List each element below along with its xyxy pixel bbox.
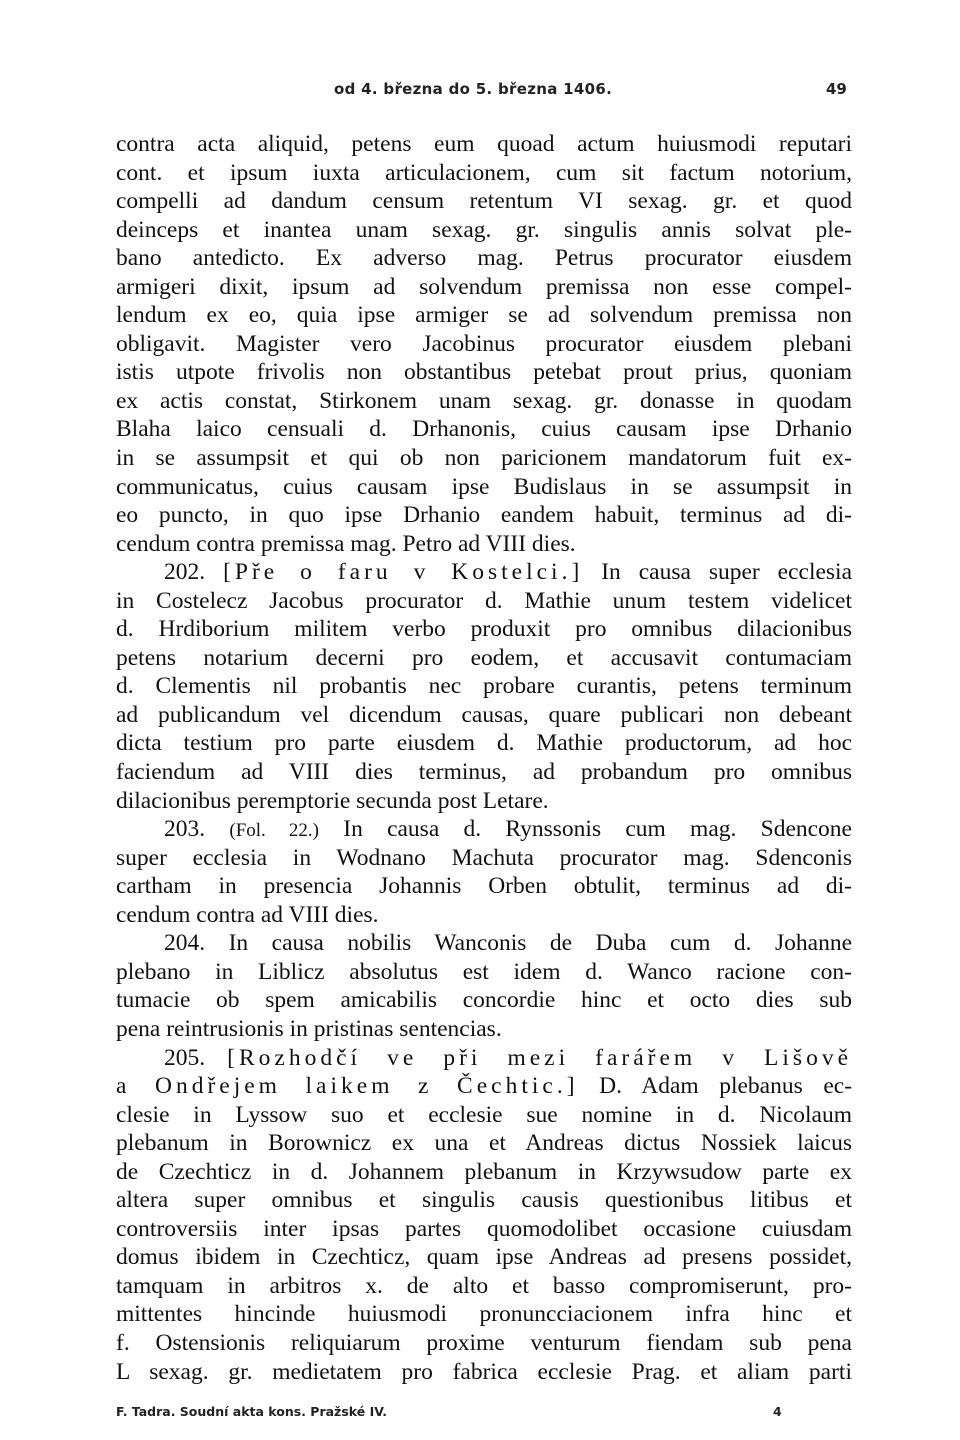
text-line: cartham in presencia Johannis Orben obtulit, terminus ad di- bbox=[116, 873, 852, 900]
folio-marker: (Fol. 22.) bbox=[229, 820, 319, 842]
text-line: f. Ostensionis reliquiarum proxime venturum fiendam sub pena bbox=[116, 1329, 852, 1356]
body-text bbox=[116, 130, 852, 1386]
entry-heading: [Rozhodčí ve při mezi farářem v Lišově bbox=[227, 1044, 853, 1071]
text-line: dilacionibus peremptorie secunda post Letare. bbox=[116, 787, 549, 814]
text-line: plebanum in Borownicz ex una et Andreas dictus Nossiek laicus bbox=[116, 1130, 852, 1157]
entry-text: In causa nobilis Wanconis de Duba cum d. Johanne bbox=[228, 930, 853, 957]
text-line: ex actis constat, Stirkonem unam sexag. gr. donasse in quodam bbox=[116, 387, 852, 414]
entry-heading-continued: a Ondřejem laikem z Čechtic.] bbox=[116, 1073, 579, 1100]
text-line: Blaha laico censuali d. Drhanonis, cuius causam ipse Drhanio bbox=[116, 416, 852, 443]
entry-number: 203. bbox=[164, 816, 206, 843]
entry-heading: [Pře o faru v Kostelci.] bbox=[223, 559, 584, 586]
entry-203-first-line bbox=[116, 815, 852, 844]
text-line: de Czechticz in d. Johannem plebanum in Krzywsudow parte ex bbox=[116, 1158, 852, 1185]
entry-number: 205. bbox=[164, 1044, 206, 1071]
text-line: tumacie ob spem amicabilis concordie hinc et octo dies sub bbox=[116, 987, 852, 1014]
page-number: 49 bbox=[826, 80, 847, 98]
text-line: cendum contra premissa mag. Petro ad VIII dies. bbox=[116, 530, 576, 557]
text-line: d. Hrdiborium militem verbo produxit pro omnibus dilacionibus bbox=[116, 616, 852, 643]
entry-number: 204. bbox=[164, 930, 206, 957]
text-line: tamquam in arbitros x. de alto et basso compromiserunt, pro- bbox=[116, 1272, 852, 1299]
entry-204-first-line bbox=[116, 929, 852, 958]
text-line: controversiis inter ipsas partes quomodolibet occasione cuiusdam bbox=[116, 1215, 852, 1242]
source-citation: F. Tadra. Soudní akta kons. Pražské IV. bbox=[116, 1404, 388, 1419]
text-line: pena reintrusionis in pristinas sentencias. bbox=[116, 1015, 502, 1042]
text-line: plebano in Liblicz absolutus est idem d. Wanco racione con- bbox=[116, 958, 852, 985]
text-line: faciendum ad VIII dies terminus, ad probandum pro omnibus bbox=[116, 759, 852, 786]
text-line: petens notarium decerni pro eodem, et accusavit contumaciam bbox=[116, 644, 852, 671]
text-line: clesie in Lyssow suo et ecclesie sue nomine in d. Nicolaum bbox=[116, 1101, 852, 1128]
text-line: in se assumpsit et qui ob non paricionem mandatorum fuit ex- bbox=[116, 445, 852, 472]
entry-202-first-line bbox=[116, 558, 852, 587]
text-line: compelli ad dandum censum retentum VI sexag. gr. et quod bbox=[116, 188, 852, 215]
text-line: obligavit. Magister vero Jacobinus procurator eiusdem plebani bbox=[116, 330, 852, 357]
running-head-title: od 4. března do 5. března 1406. bbox=[334, 80, 613, 98]
text-line: eo puncto, in quo ipse Drhanio eandem habuit, terminus ad di- bbox=[116, 502, 852, 529]
text-line: domus ibidem in Czechticz, quam ipse Andreas ad presens possidet, bbox=[116, 1244, 852, 1271]
text-line: dicta testium pro parte eiusdem d. Mathie productorum, ad hoc bbox=[116, 730, 852, 757]
text-line: armigeri dixit, ipsum ad solvendum premissa non esse compel- bbox=[116, 273, 852, 300]
text-line: mittentes hincinde huiusmodi pronuncciacionem infra hinc et bbox=[116, 1301, 852, 1328]
entry-text: In causa d. Rynssonis cum mag. Sdencone bbox=[343, 816, 852, 843]
entry-205-second-line bbox=[116, 1072, 852, 1101]
text-line: d. Clementis nil probantis nec probare curantis, petens terminum bbox=[116, 673, 852, 700]
sheet-signature: 4 bbox=[773, 1404, 782, 1419]
text-line: in Costelecz Jacobus procurator d. Mathie unum testem videlicet bbox=[116, 587, 852, 614]
text-line: lendum ex eo, quia ipse armiger se ad solvendum premissa non bbox=[116, 302, 852, 329]
running-head bbox=[0, 76, 960, 100]
entry-number: 202. bbox=[164, 559, 206, 586]
text-line: istis utpote frivolis non obstantibus petebat prout prius, quoniam bbox=[116, 359, 852, 386]
text-line: super ecclesia in Wodnano Machuta procurator mag. Sdenconis bbox=[116, 844, 852, 871]
page-footer bbox=[0, 1402, 960, 1424]
text-line: ad publicandum vel dicendum causas, quare publicari non debeant bbox=[116, 701, 852, 728]
text-line: cont. et ipsum iuxta articulacionem, cum sit factum notorium, bbox=[116, 159, 852, 186]
text-line: bano antedicto. Ex adverso mag. Petrus procurator eiusdem bbox=[116, 245, 852, 272]
entry-text: In causa super ecclesia bbox=[601, 559, 853, 586]
text-line: communicatus, cuius causam ipse Budislaus in se assumpsit in bbox=[116, 473, 852, 500]
text-line: cendum contra ad VIII dies. bbox=[116, 901, 379, 928]
text-line: deinceps et inantea unam sexag. gr. singulis annis solvat ple- bbox=[116, 216, 852, 243]
text-line: contra acta aliquid, petens eum quoad actum huiusmodi reputari bbox=[116, 131, 852, 157]
text-line: L sexag. gr. medietatem pro fabrica ecclesie Prag. et aliam parti bbox=[116, 1358, 852, 1385]
text-line: altera super omnibus et singulis causis questionibus litibus et bbox=[116, 1187, 852, 1214]
entry-205-first-line bbox=[116, 1044, 852, 1073]
entry-text: D. Adam plebanus ec- bbox=[599, 1073, 853, 1100]
